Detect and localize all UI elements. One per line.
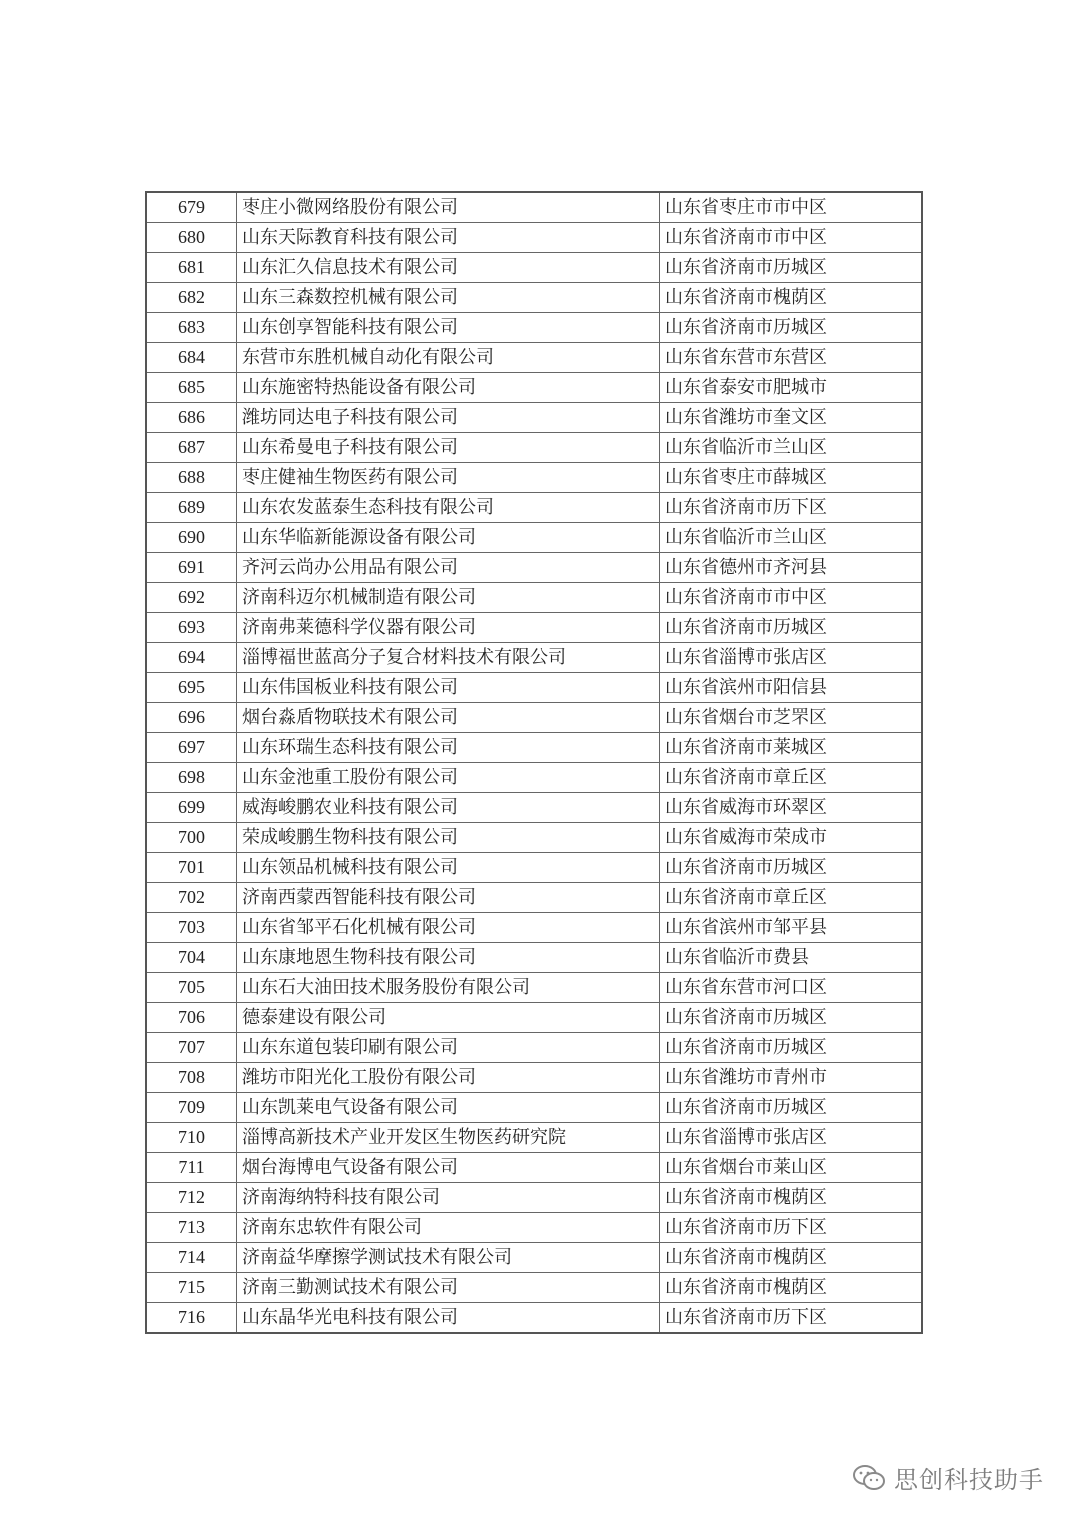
table-row bbox=[146, 733, 922, 763]
row-number: 707 bbox=[146, 1033, 237, 1063]
row-number: 683 bbox=[146, 313, 237, 343]
company-name: 山东伟国板业科技有限公司 bbox=[237, 673, 660, 703]
company-name: 济南三勤测试技术有限公司 bbox=[237, 1273, 660, 1303]
company-name: 山东金池重工股份有限公司 bbox=[237, 763, 660, 793]
company-name: 淄博福世蓝高分子复合材料技术有限公司 bbox=[237, 643, 660, 673]
row-number: 687 bbox=[146, 433, 237, 463]
company-location: 山东省临沂市兰山区 bbox=[660, 523, 923, 553]
company-name: 东营市东胜机械自动化有限公司 bbox=[237, 343, 660, 373]
row-number: 694 bbox=[146, 643, 237, 673]
company-location: 山东省济南市章丘区 bbox=[660, 883, 923, 913]
row-number: 698 bbox=[146, 763, 237, 793]
row-number: 712 bbox=[146, 1183, 237, 1213]
table-row bbox=[146, 1243, 922, 1273]
company-name: 淄博高新技术产业开发区生物医药研究院 bbox=[237, 1123, 660, 1153]
table-row bbox=[146, 673, 922, 703]
company-name: 山东石大油田技术服务股份有限公司 bbox=[237, 973, 660, 1003]
table-row bbox=[146, 883, 922, 913]
table-row bbox=[146, 823, 922, 853]
company-location: 山东省济南市历下区 bbox=[660, 493, 923, 523]
company-name: 济南弗莱德科学仪器有限公司 bbox=[237, 613, 660, 643]
company-location: 山东省济南市莱城区 bbox=[660, 733, 923, 763]
table-row bbox=[146, 1123, 922, 1153]
wechat-icon bbox=[852, 1464, 886, 1492]
company-name: 山东施密特热能设备有限公司 bbox=[237, 373, 660, 403]
row-number: 715 bbox=[146, 1273, 237, 1303]
row-number: 682 bbox=[146, 283, 237, 313]
company-location: 山东省济南市历下区 bbox=[660, 1213, 923, 1243]
table-row bbox=[146, 583, 922, 613]
company-location: 山东省济南市历城区 bbox=[660, 313, 923, 343]
company-location: 山东省济南市槐荫区 bbox=[660, 283, 923, 313]
company-location: 山东省滨州市邹平县 bbox=[660, 913, 923, 943]
company-name: 烟台海博电气设备有限公司 bbox=[237, 1153, 660, 1183]
company-location: 山东省济南市章丘区 bbox=[660, 763, 923, 793]
row-number: 696 bbox=[146, 703, 237, 733]
table-row bbox=[146, 1003, 922, 1033]
company-location: 山东省济南市市中区 bbox=[660, 583, 923, 613]
table-row bbox=[146, 253, 922, 283]
row-number: 681 bbox=[146, 253, 237, 283]
company-name: 山东农发蓝泰生态科技有限公司 bbox=[237, 493, 660, 523]
company-name: 枣庄小微网络股份有限公司 bbox=[237, 192, 660, 223]
table-row bbox=[146, 1303, 922, 1334]
company-name: 山东领品机械科技有限公司 bbox=[237, 853, 660, 883]
table-row bbox=[146, 793, 922, 823]
company-name: 山东康地恩生物科技有限公司 bbox=[237, 943, 660, 973]
table-row bbox=[146, 523, 922, 553]
table-row bbox=[146, 1273, 922, 1303]
table-row bbox=[146, 1033, 922, 1063]
company-table bbox=[145, 191, 923, 1334]
row-number: 691 bbox=[146, 553, 237, 583]
row-number: 697 bbox=[146, 733, 237, 763]
watermark-text: 思创科技助手 bbox=[894, 1466, 1044, 1494]
company-location: 山东省济南市槐荫区 bbox=[660, 1273, 923, 1303]
table-row bbox=[146, 283, 922, 313]
company-location: 山东省德州市齐河县 bbox=[660, 553, 923, 583]
company-name: 齐河云尚办公用品有限公司 bbox=[237, 553, 660, 583]
row-number: 688 bbox=[146, 463, 237, 493]
company-name: 山东汇久信息技术有限公司 bbox=[237, 253, 660, 283]
row-number: 711 bbox=[146, 1153, 237, 1183]
row-number: 702 bbox=[146, 883, 237, 913]
table-row bbox=[146, 223, 922, 253]
table-row bbox=[146, 403, 922, 433]
company-name: 潍坊市阳光化工股份有限公司 bbox=[237, 1063, 660, 1093]
company-name: 济南海纳特科技有限公司 bbox=[237, 1183, 660, 1213]
row-number: 716 bbox=[146, 1303, 237, 1334]
company-location: 山东省临沂市费县 bbox=[660, 943, 923, 973]
table-row bbox=[146, 493, 922, 523]
row-number: 690 bbox=[146, 523, 237, 553]
watermark bbox=[852, 1460, 1044, 1495]
row-number: 709 bbox=[146, 1093, 237, 1123]
table-row bbox=[146, 703, 922, 733]
table-row bbox=[146, 763, 922, 793]
table-row bbox=[146, 853, 922, 883]
company-name: 山东创享智能科技有限公司 bbox=[237, 313, 660, 343]
company-name: 烟台淼盾物联技术有限公司 bbox=[237, 703, 660, 733]
row-number: 713 bbox=[146, 1213, 237, 1243]
table-row bbox=[146, 1213, 922, 1243]
company-location: 山东省济南市历城区 bbox=[660, 853, 923, 883]
company-name: 山东华临新能源设备有限公司 bbox=[237, 523, 660, 553]
company-location: 山东省泰安市肥城市 bbox=[660, 373, 923, 403]
row-number: 710 bbox=[146, 1123, 237, 1153]
row-number: 693 bbox=[146, 613, 237, 643]
company-location: 山东省临沂市兰山区 bbox=[660, 433, 923, 463]
row-number: 705 bbox=[146, 973, 237, 1003]
company-name: 济南科迈尔机械制造有限公司 bbox=[237, 583, 660, 613]
company-location: 山东省潍坊市青州市 bbox=[660, 1063, 923, 1093]
row-number: 714 bbox=[146, 1243, 237, 1273]
company-name: 济南西蒙西智能科技有限公司 bbox=[237, 883, 660, 913]
company-location: 山东省济南市市中区 bbox=[660, 223, 923, 253]
row-number: 706 bbox=[146, 1003, 237, 1033]
company-name: 济南益华摩擦学测试技术有限公司 bbox=[237, 1243, 660, 1273]
company-location: 山东省枣庄市市中区 bbox=[660, 192, 923, 223]
row-number: 708 bbox=[146, 1063, 237, 1093]
company-location: 山东省济南市历城区 bbox=[660, 613, 923, 643]
row-number: 684 bbox=[146, 343, 237, 373]
table-row bbox=[146, 192, 922, 223]
company-location: 山东省济南市历城区 bbox=[660, 1033, 923, 1063]
company-name: 山东东道包装印刷有限公司 bbox=[237, 1033, 660, 1063]
table-row bbox=[146, 913, 922, 943]
table-row bbox=[146, 943, 922, 973]
table-row bbox=[146, 973, 922, 1003]
table-row bbox=[146, 613, 922, 643]
company-location: 山东省东营市东营区 bbox=[660, 343, 923, 373]
company-name: 山东省邹平石化机械有限公司 bbox=[237, 913, 660, 943]
company-location: 山东省潍坊市奎文区 bbox=[660, 403, 923, 433]
company-name: 荣成峻鹏生物科技有限公司 bbox=[237, 823, 660, 853]
company-name: 山东三森数控机械有限公司 bbox=[237, 283, 660, 313]
row-number: 699 bbox=[146, 793, 237, 823]
company-name: 山东希曼电子科技有限公司 bbox=[237, 433, 660, 463]
table-row bbox=[146, 1183, 922, 1213]
company-name: 威海峻鹏农业科技有限公司 bbox=[237, 793, 660, 823]
table-row bbox=[146, 643, 922, 673]
table-row bbox=[146, 1093, 922, 1123]
row-number: 695 bbox=[146, 673, 237, 703]
company-name: 山东晶华光电科技有限公司 bbox=[237, 1303, 660, 1334]
company-location: 山东省济南市历城区 bbox=[660, 1093, 923, 1123]
company-location: 山东省威海市荣成市 bbox=[660, 823, 923, 853]
table-row bbox=[146, 313, 922, 343]
row-number: 685 bbox=[146, 373, 237, 403]
row-number: 680 bbox=[146, 223, 237, 253]
table-row bbox=[146, 1063, 922, 1093]
table-row bbox=[146, 433, 922, 463]
company-name: 山东天际教育科技有限公司 bbox=[237, 223, 660, 253]
table-row bbox=[146, 463, 922, 493]
table-row bbox=[146, 1153, 922, 1183]
company-location: 山东省东营市河口区 bbox=[660, 973, 923, 1003]
row-number: 686 bbox=[146, 403, 237, 433]
company-location: 山东省烟台市芝罘区 bbox=[660, 703, 923, 733]
company-name: 枣庄健袖生物医药有限公司 bbox=[237, 463, 660, 493]
row-number: 679 bbox=[146, 192, 237, 223]
company-name: 山东凯莱电气设备有限公司 bbox=[237, 1093, 660, 1123]
row-number: 701 bbox=[146, 853, 237, 883]
company-name: 潍坊同达电子科技有限公司 bbox=[237, 403, 660, 433]
company-location: 山东省淄博市张店区 bbox=[660, 643, 923, 673]
row-number: 700 bbox=[146, 823, 237, 853]
table-row bbox=[146, 553, 922, 583]
table-row bbox=[146, 373, 922, 403]
row-number: 689 bbox=[146, 493, 237, 523]
company-location: 山东省滨州市阳信县 bbox=[660, 673, 923, 703]
row-number: 703 bbox=[146, 913, 237, 943]
row-number: 704 bbox=[146, 943, 237, 973]
company-location: 山东省济南市槐荫区 bbox=[660, 1243, 923, 1273]
company-table-body bbox=[146, 192, 922, 1333]
table-row bbox=[146, 343, 922, 373]
company-location: 山东省淄博市张店区 bbox=[660, 1123, 923, 1153]
company-location: 山东省济南市历下区 bbox=[660, 1303, 923, 1334]
company-location: 山东省枣庄市薛城区 bbox=[660, 463, 923, 493]
company-name: 德泰建设有限公司 bbox=[237, 1003, 660, 1033]
company-location: 山东省济南市历城区 bbox=[660, 253, 923, 283]
company-location: 山东省济南市历城区 bbox=[660, 1003, 923, 1033]
row-number: 692 bbox=[146, 583, 237, 613]
company-name: 山东环瑞生态科技有限公司 bbox=[237, 733, 660, 763]
company-location: 山东省烟台市莱山区 bbox=[660, 1153, 923, 1183]
company-location: 山东省济南市槐荫区 bbox=[660, 1183, 923, 1213]
company-name: 济南东忠软件有限公司 bbox=[237, 1213, 660, 1243]
company-location: 山东省威海市环翠区 bbox=[660, 793, 923, 823]
